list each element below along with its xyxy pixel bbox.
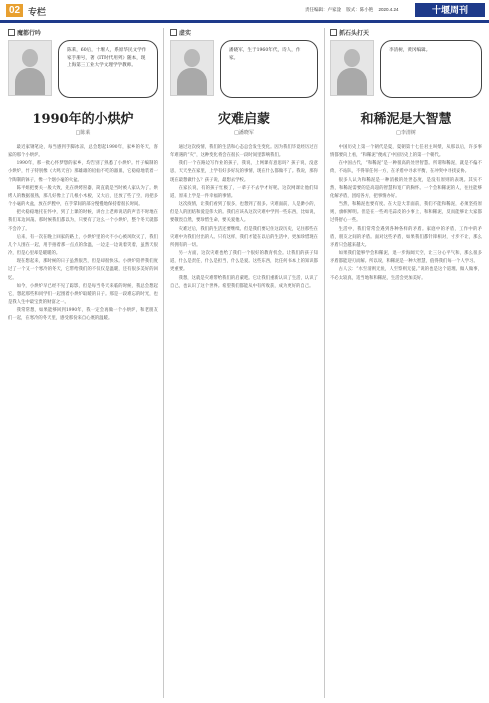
paragraph: 另一方面，这次灾难也给了我们一个很好的教育机会。让我们的孩子知道，什么是责任，什么是担当，什么是爱。这些东西，比任何书本上的知识都更重要。 — [170, 251, 318, 273]
author-photo — [8, 40, 52, 96]
paragraph: 我们一个在路边写作业的孩子，我说，上网课有意思吗？孩子说，没意思，天天坐在家里，上学有好多好玩的事情，现在什么都做不了。我说，那你现在最想做什么？孩子说，最想去学校。 — [170, 161, 318, 183]
article-body — [330, 144, 482, 283]
newspaper-brand: 十堰周刊 — [415, 3, 485, 17]
author-bio-box — [330, 40, 482, 100]
column-tag — [170, 28, 318, 38]
column-tag — [8, 28, 158, 38]
paragraph: 在家长说，有的孩子忙极了，一辈子不去学才好呢。这次网课让他们知道，原来上学是一件幸福的事情。 — [170, 185, 318, 199]
column-divider — [324, 28, 325, 698]
paragraph: 很多人认为和稀泥是一种消极的处世态度，是没有原则的表现。其实不然，和稀泥需要的是高超的智慧和宽广的胸怀。一个会和稀泥的人，往往能够化解矛盾，团结各方，把事情办好。 — [330, 177, 482, 199]
tag-square-icon — [8, 29, 15, 36]
section-title: 专栏 — [28, 7, 47, 17]
author-bio-box — [170, 40, 318, 100]
paragraph: 后来，有一次在晚上回家的路上，小烘炉里的火不小心被风吹灭了，我们几个人围在一起，用手捂着那一点点的余温，一边走一边说着笑着，虽然天很冷，但是心里却是暖暖的。 — [8, 234, 158, 257]
paragraph: 当然，和稀泥也要有度。在大是大非面前，我们不能和稀泥，必须坚持原则，旗帜鲜明。但是在一些鸡毛蒜皮的小事上，和和稀泥，反而能够让大家都过得舒心一些。 — [330, 202, 482, 224]
article-body — [170, 144, 318, 291]
paragraph: 1990年，那一批心怀梦想的家乡，均告别了熟悉了小烘炉。竹子编制的小烘炉，竹子特别像《大鸣天宫》那雄雄的铅仙不吃的器皿，它稳稳地装着一个陶制的钵子，像一个烟小毫的火盆。 — [8, 161, 158, 183]
article-author: □李清树 — [396, 130, 416, 136]
paragraph: 我常常想，如果能够回到1990年，我一定会再做一个小烘炉，和老朋友们一起，在寒冷的冬天里，感受那份来自心底的温暖。 — [8, 308, 158, 322]
paragraph: 在中国古代，“和稀泥”是一种很高的处世智慧。所谓和稀泥，就是不偏不倚，不站队，不得罪任何一方，在矛盾中寻求平衡，在冲突中寻找妥协。 — [330, 161, 482, 175]
issue-date: 2020.4.24 — [378, 7, 399, 12]
paragraph: 如今，小烘炉早已经不见了踪影，但是每当冬天来临的时候，我总会想起它，想起那些和同学们一起围着小烘炉取暖的日子。那是一段难忘的时光，也是我人生中最宝贵的财富之一。 — [8, 283, 158, 305]
author-bio: 李清树，黄冈编辑。 — [380, 40, 482, 98]
column-tag-text: 魔都行吟 — [17, 31, 42, 37]
page-header — [0, 0, 489, 20]
column-tag-text: 虚实 — [179, 31, 192, 37]
paragraph: 生活中，我们常常会遇到各种各样的矛盾。家庭中的矛盾，工作中的矛盾，朋友之间的矛盾。面对这些矛盾，如果我们都针锋相对，寸步不让，那么矛盾只会越来越大。 — [330, 226, 482, 248]
tag-square-icon — [170, 29, 177, 36]
designer-label: 版式：陈小艳 — [346, 7, 374, 12]
column-3 — [330, 28, 482, 283]
masthead-meta — [305, 7, 403, 13]
column-2 — [170, 28, 318, 291]
paragraph: 通过这次疫情，我们的生活和心态总会发生变化。因为我们毕竟经历过百年难遇的“灾”，这种变化将会在很长一段时间里影响我们。 — [170, 145, 318, 159]
paragraph: 古人云：“水至清则无鱼，人至察则无徒。”说的也是这个道理。做人做事，不必太较真，适当地和和稀泥，生活会更加美好。 — [330, 267, 482, 281]
editor-label: 责任编辑：卢家淦 — [305, 7, 341, 12]
author-bio: 陈莱，60后，十堰人，系原华民文学作家手册号，著《IT时代用列》随本，现上海第三工业大学文理学学教师。 — [58, 40, 158, 98]
column-divider — [163, 28, 164, 698]
paragraph: 中国历史上第一个朝代是夏，夏朝第十七任君主叫桀，从那以后，许多事情都要向上看，“和稀泥”便成了中国历史上的第一个朝代。 — [330, 145, 482, 159]
paragraph: 我想，这就是灾难带给我们的启蒙吧。它让我们重新认识了生活，认识了自己，也认识了这个世界。希望我们都能从中有所收获，成为更好的自己。 — [170, 275, 318, 289]
author-photo — [170, 40, 214, 96]
author-photo — [330, 40, 374, 96]
article-author: □潘晓军 — [234, 130, 254, 136]
paragraph: 最近家钢笔论，每当感到手脚冰凉，总会想起1990年，家乡的冬天，客家的那个小烘炉。 — [8, 145, 158, 159]
paragraph: 陈平姐把要关一般大致，先在烘烤窑器，简直就是当时被人家认为了。烘烤人的数据很熟，那儿好像上了几根小木板，又大后，还放了些了空，再把多个小毫的火盆，放在炉膛中，在手掌间的部分慢慢地保持着很长时间。 — [8, 185, 158, 208]
article-title: 1990年的小烘炉 — [32, 112, 134, 127]
column-tag-text: 抓石头打天 — [339, 31, 370, 37]
paragraph: 把火稳稳地托在怀中，到了上课的时候，讲台上老师说话的声音不时地在我们耳边回荡。那时候我们都以为，只要有了这么一个小烘炉，整个冬天就都不会冷了。 — [8, 210, 158, 232]
page-number: 02 — [6, 4, 23, 17]
column-1 — [8, 28, 158, 323]
paragraph: 灾难过后，我们的生活还要继续。但是我们要记住这段历史，记住那些在灾难中为我们付出的人。只有这样，我们才能在以后的生活中，更加珍惜现在所拥有的一切。 — [170, 226, 318, 248]
author-bio-box — [8, 40, 158, 100]
article-body — [8, 144, 158, 323]
tag-square-icon — [330, 29, 337, 36]
article-author: □陈莱 — [75, 130, 91, 136]
column-tag — [330, 28, 482, 38]
article-title: 灾难启蒙 — [217, 112, 270, 127]
paragraph: 这次疫情，让我们看到了很多，也想到了很多。灾难面前，人是渺小的，但是人的团结和爱是伟大的。我们应该从这次灾难中学到一些东西，比如说，要敬畏自然，要珍惜生命，要关爱他人。 — [170, 202, 318, 224]
header-rule — [0, 20, 489, 23]
paragraph: 现在想起来，那时候的日子虽然很苦，但是却很快乐。小烘炉陪伴我们度过了一个又一个寒冷的冬天，它带给我们的不仅仅是温暖，还有很多美好的回忆。 — [8, 259, 158, 281]
article-title: 和稀泥是大智慧 — [360, 112, 452, 127]
paragraph: 如果我们能够学会和稀泥，退一步海阔天空，让三分心平气和，那么很多矛盾都能迎刃而解。所以说，和稀泥是一种大智慧，值得我们每一个人学习。 — [330, 251, 482, 265]
author-bio: 潘晓军，生于1960年代，诗人，作家。 — [220, 40, 318, 98]
